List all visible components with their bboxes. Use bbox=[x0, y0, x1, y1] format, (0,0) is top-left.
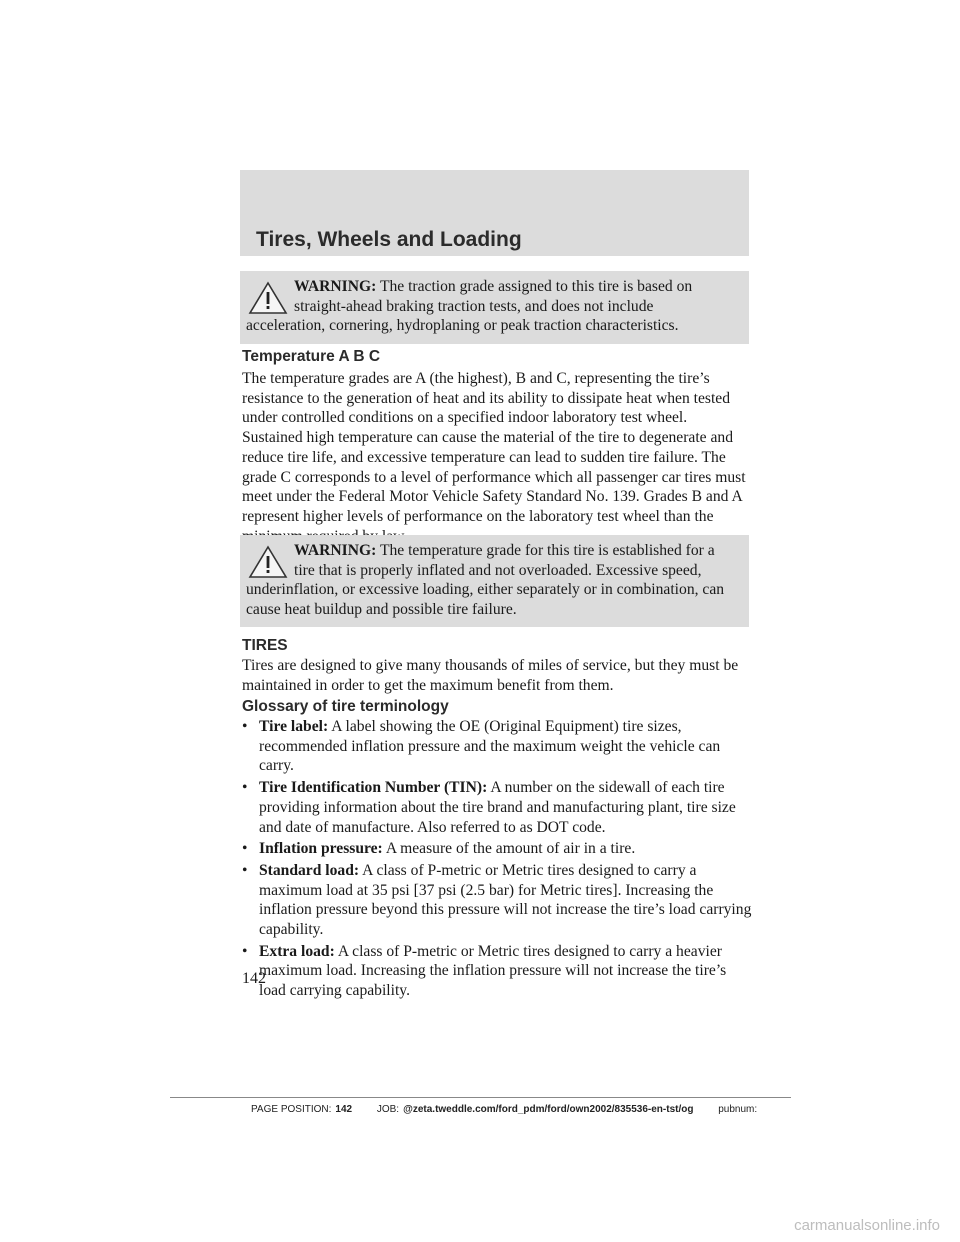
print-footer: PAGE POSITION: 142 JOB: @zeta.tweddle.com/ford_pdm/ford/own2002/835536-en-tst/og pubnum: bbox=[251, 1104, 758, 1115]
header-band bbox=[240, 170, 749, 256]
tires-body: Tires are designed to give many thousands of miles of service, but they must be maintained in order to get the maximum benefit from them. bbox=[242, 657, 739, 694]
list-item: • Tire Identification Number (TIN): A number on the sidewall of each tire providing information about the tire brand and manufacturing plant, tire size and date of manufacture. Also referred to as DOT code. bbox=[242, 779, 736, 836]
tires-heading: TIRES bbox=[242, 637, 288, 654]
warning-box-temperature bbox=[240, 535, 749, 627]
bullet-icon: • bbox=[242, 718, 248, 735]
page-number: 142 bbox=[242, 970, 266, 987]
bullet-icon: • bbox=[242, 779, 248, 797]
list-item: • Standard load: A class of P-metric or Metric tires designed to carry a maximum load at 35 psi [37 psi (2.5 bar) for Metric tires]. Increasing the inflation pressure beyond this pressure will not increase the tire’s load carrying capability. bbox=[242, 861, 752, 939]
warning-label: WARNING: bbox=[294, 278, 377, 295]
list-item: • Inflation pressure: A measure of the amount of air in a tire. bbox=[242, 840, 636, 858]
section-title: Tires, Wheels and Loading bbox=[256, 228, 522, 251]
warning-label: WARNING: bbox=[294, 542, 377, 559]
warning-triangle-icon bbox=[248, 545, 288, 579]
warning-text bbox=[246, 277, 733, 336]
bullet-icon: • bbox=[242, 942, 248, 960]
warning-box-traction bbox=[240, 271, 749, 344]
warning-triangle-icon bbox=[248, 281, 288, 315]
glossary-list bbox=[242, 717, 752, 1003]
bullet-icon: • bbox=[242, 861, 248, 879]
temperature-body: The temperature grades are A (the highest), B and C, representing the tire’s resistance to the generation of heat and its ability to dissipate heat when tested under controlled conditions on a specified indoor laboratory test wheel. Sustained high temperature can cause the material of the tire to degenerate and reduce tire life, and excessive temperature can lead to sudden tire failure. The grade C corresponds to a level of performance which all passenger car tires must meet under the Federal Motor Vehicle Safety Standard No. 139. Grades B and A represent higher levels of performance on the laboratory test wheel than the bbox=[242, 370, 746, 525]
glossary-heading: Glossary of tire terminology bbox=[242, 698, 449, 715]
warning-text bbox=[246, 541, 733, 619]
warning-body: The traction grade assigned to this tire is based on straight-ahead braking traction tests, and does not include acceleration, cornering, hydroplaning or peak traction characteristics. bbox=[246, 278, 693, 334]
list-item: • Extra load: A class of P-metric or Metric tires designed to carry a heavier maximum load. Increasing the inflation pressure will not increase the tire’s load carrying capability. bbox=[242, 942, 727, 1000]
list-item: • Tire label: A label showing the OE (Original Equipment) tire sizes, recommended inflation pressure and the maximum weight the vehicle can carry. bbox=[242, 718, 721, 775]
warning-body: The temperature grade for this tire is established for a tire that is properly inflated and not overloaded. Excessive speed, underinflation, or excessive loading, either separately or in combination, can cause heat buildup and possible tire failure. bbox=[246, 542, 725, 618]
footer-divider bbox=[170, 1097, 791, 1098]
bullet-icon: • bbox=[242, 840, 248, 858]
temperature-heading: Temperature A B C bbox=[242, 348, 381, 365]
watermark: carmanualsonline.info bbox=[794, 1217, 940, 1234]
